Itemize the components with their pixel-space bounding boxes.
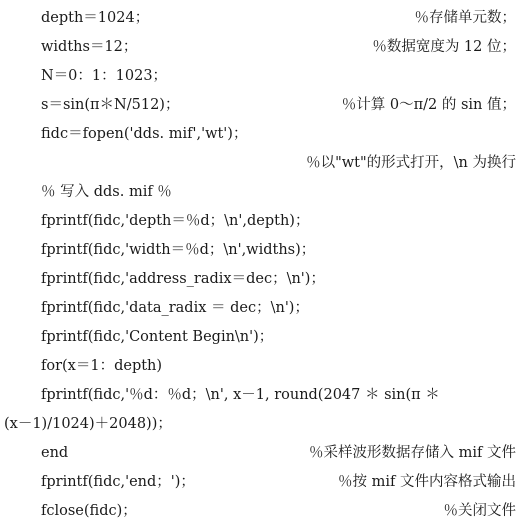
code-text: fprintf(fidc,'data_radix ＝ dec；\n')； <box>41 300 309 316</box>
code-line-2 <box>0 34 526 60</box>
code-text: depth＝1024； <box>41 10 150 26</box>
code-line-6 <box>0 150 526 176</box>
code-text: N＝0：1：1023； <box>41 68 168 84</box>
code-text: fprintf(fidc,'end；')； <box>41 474 195 490</box>
code-text: fclose(fidc)； <box>41 503 137 519</box>
code-line-5 <box>0 121 526 147</box>
code-text: fprintf(fidc,'width＝％d；\n',widths)； <box>41 242 316 258</box>
comment-text: ％按 mif 文件内容格式输出 <box>338 474 516 490</box>
comment-text: ％关闭文件 <box>443 503 516 519</box>
code-line-10 <box>0 266 526 292</box>
code-text: fprintf(fidc,'address_radix＝dec；\n')； <box>41 271 325 287</box>
comment-text: ％计算 0～π/2 的 sin 值； <box>341 97 516 113</box>
code-text: (x－1)/1024)＋2048))； <box>4 416 172 432</box>
code-text: fidc＝fopen('dds. mif','wt')； <box>41 126 248 142</box>
code-text: ％ 写入 dds. mif ％ <box>41 184 172 200</box>
code-line-7 <box>0 179 526 205</box>
comment-text: ％采样波形数据存储入 mif 文件 <box>309 445 516 461</box>
code-line-4 <box>0 92 526 118</box>
code-text: fprintf(fidc,'depth＝％d；\n',depth)； <box>41 213 310 229</box>
comment-text: ％存储单元数； <box>414 10 516 26</box>
code-line-14 <box>0 382 526 408</box>
code-text: end <box>41 445 69 461</box>
code-line-12 <box>0 324 526 350</box>
code-line-13 <box>0 353 526 379</box>
comment-text: ％数据宽度为 12 位； <box>372 39 516 55</box>
code-line-1 <box>0 5 526 31</box>
code-text: for(x＝1：depth) <box>41 358 163 374</box>
code-line-9 <box>0 237 526 263</box>
code-line-3 <box>0 63 526 89</box>
code-text: s＝sin(π＊N/512)； <box>41 97 180 113</box>
code-line-16 <box>0 440 526 466</box>
comment-text: ％以"wt"的形式打开，\n 为换行 <box>306 155 516 171</box>
code-text: fprintf(fidc,'％d：％d；\n', x－1, round(2047 ＊ sin(π ＊ <box>41 387 440 403</box>
code-line-17 <box>0 469 526 495</box>
code-text: widths＝12； <box>41 39 138 55</box>
code-line-8 <box>0 208 526 234</box>
code-line-15 <box>0 411 526 437</box>
code-line-18 <box>0 498 526 524</box>
code-text: fprintf(fidc,'Content Begin\n')； <box>41 329 274 345</box>
code-line-11 <box>0 295 526 321</box>
